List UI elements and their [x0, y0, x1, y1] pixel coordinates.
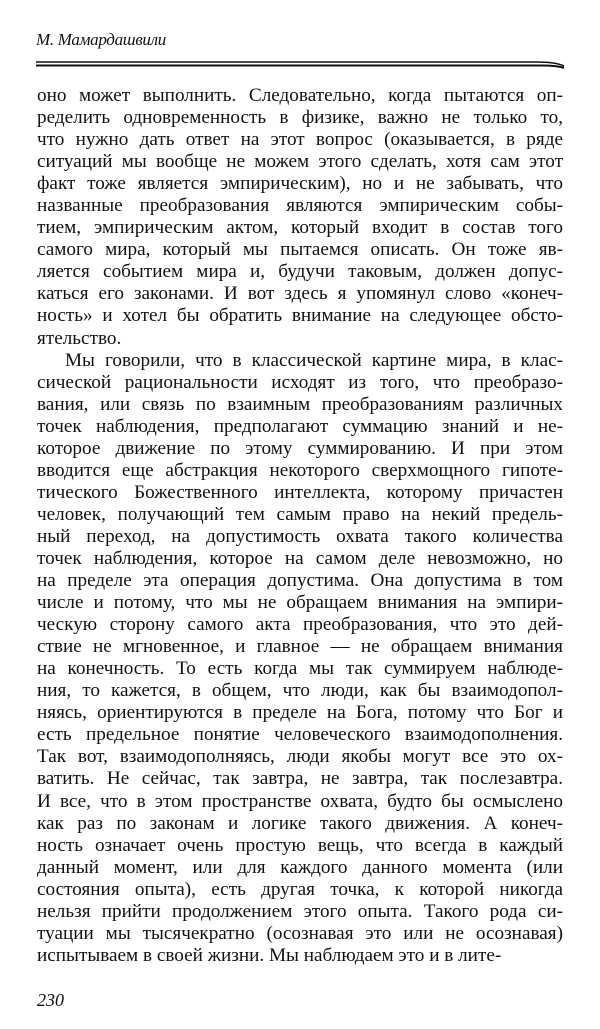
text-line: как раз по законам и логике такого движения. А конеч-	[37, 812, 563, 834]
page-number: 230	[37, 990, 64, 1010]
text-line: ватить. Не сейчас, так завтра, не завтра, так послезавтра.	[37, 768, 563, 790]
text-line: самого мира, который мы пытаемся описать. Он тоже яв-	[37, 239, 563, 261]
text-line: оно может выполнить. Следовательно, когда пытаются оп-	[37, 85, 563, 106]
text-line: факт тоже является эмпирическим), но и не забывать, что	[37, 173, 563, 195]
text-line: что нужно дать ответ на этот вопрос (оказывается, в ряде	[37, 129, 563, 151]
text-line: которое движение по этому суммированию. И при этом	[37, 437, 563, 459]
text-line: тического Божественного интеллекта, которому причастен	[37, 481, 563, 503]
text-line: вания, или связь по взаимным преобразованиям различных	[37, 393, 563, 415]
text-line: точек наблюдения, предполагают суммацию знаний и не-	[37, 415, 563, 437]
paragraph	[37, 85, 563, 350]
text-line: человек, получающий тем самым право на некий предель-	[37, 503, 563, 525]
text-line: вводится еще абстракция некоторого сверхмощного гипоте-	[37, 459, 563, 481]
text-line: каться его законами. И вот здесь я упомянул слово «конеч-	[37, 283, 563, 305]
text-line: Так вот, взаимодополняясь, люди якобы могут все это ох-	[37, 746, 563, 768]
text-line: данный момент, или для каждого данного момента (или	[37, 856, 563, 878]
text-line: названные преобразования являются эмпирическим собы-	[37, 195, 563, 217]
text-line: испытываем в своей жизни. Мы наблюдаем это и в лите-	[37, 944, 502, 966]
text-line: ный переход, на допустимость охвата такого количества	[37, 525, 563, 547]
text-line: точек наблюдения, которое на самом деле невозможно, но	[37, 547, 563, 569]
text-line: числе и потому, что мы не обращаем внимания на эмпири-	[37, 592, 563, 614]
body-text	[37, 85, 563, 967]
header-rule	[36, 60, 564, 69]
text-line: ствие не мгновенное, и главное — не обращаем внимания	[37, 636, 563, 658]
text-line: няясь, ориентируются в пределе на Бога, потому что Бог и	[37, 702, 563, 724]
text-line: тием, эмпирическим актом, который входит в состав того	[37, 217, 563, 239]
text-line: на конечность. То есть когда мы так суммируем наблюде-	[37, 658, 563, 680]
text-line: состояния опыта), есть другая точка, к которой никогда	[37, 878, 563, 900]
text-line: туации мы тысячекратно (осознавая это или не осознавая)	[37, 922, 563, 944]
text-line: ятельство.	[37, 327, 122, 349]
paragraph	[37, 350, 563, 967]
text-line: ность означает очень простую вещь, что всегда в каждый	[37, 834, 563, 856]
text-line: сической рациональности исходят из того, что преобразо-	[37, 371, 563, 393]
text-line: Мы говорили, что в классической картине мира, в клас-	[65, 349, 563, 371]
text-line: ческую сторону самого акта преобразования, что это дей-	[37, 614, 563, 636]
text-line: ситуаций мы вообще не можем этого сделать, хотя сам этот	[37, 151, 563, 173]
text-line: ределить одновременность в физике, важно не только то,	[37, 107, 563, 129]
running-header: М. Мамардашвили	[36, 30, 166, 49]
text-line: ляется событием мира и, будучи таковым, должен допус-	[37, 261, 563, 283]
text-line: ность» и хотел бы обратить внимание на следующее обсто-	[37, 305, 563, 327]
text-line: нельзя прийти продолжением этого опыта. Такого рода си-	[37, 900, 563, 922]
text-line: есть предельное понятие человеческого взаимодополнения.	[37, 724, 563, 746]
text-line: И все, что в этом пространстве охвата, будто бы осмыслено	[37, 790, 563, 812]
text-line: ния, то кажется, в общем, что люди, как бы взаимодопол-	[37, 680, 563, 702]
text-line: на пределе эта операция допустима. Она допустима в том	[37, 570, 563, 592]
